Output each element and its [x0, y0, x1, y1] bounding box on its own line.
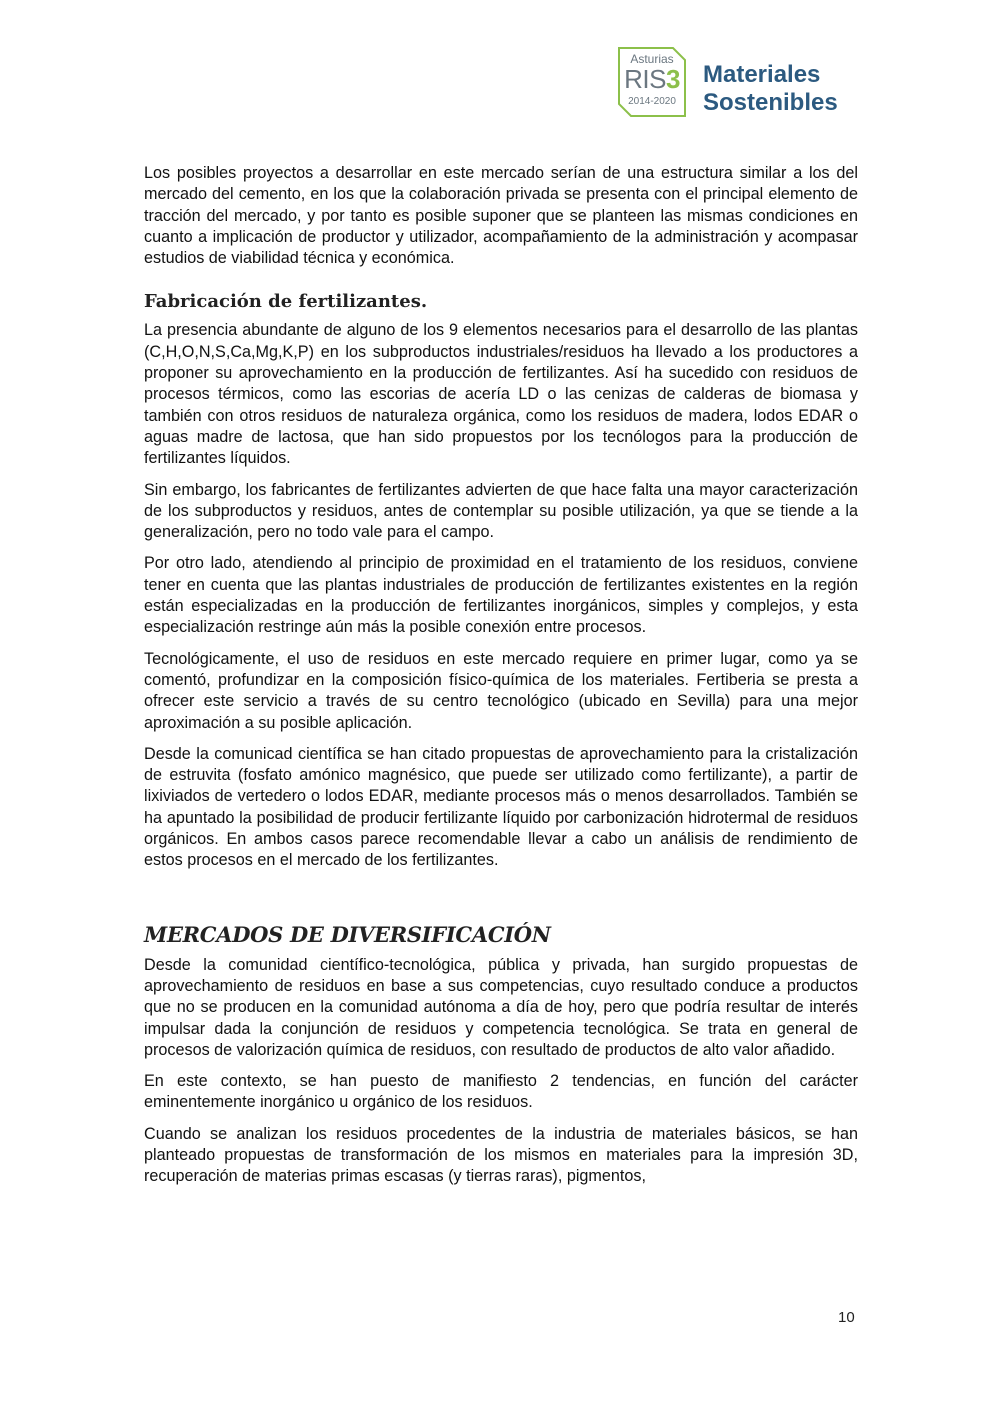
badge-region: Asturias	[630, 52, 674, 66]
ris3-badge-logo	[617, 46, 687, 118]
diversificacion-paragraph-3: Cuando se analizan los residuos procedentes de la industria de materiales básicos, se han planteado propuestas de transformación de los mismos en materiales para la impresión 3D, recuperación de materias primas escasas (y tierras raras), pigmentos,	[144, 1124, 858, 1186]
header-logo	[617, 46, 862, 120]
diversificacion-heading: MERCADOS DE DIVERSIFICACIÓN	[144, 921, 551, 947]
header-title-line1: Materiales	[703, 61, 821, 88]
document-body	[144, 163, 858, 1198]
badge-ris3	[617, 64, 687, 94]
fertilizantes-paragraph-3: Por otro lado, atendiendo al principio de proximidad en el tratamiento de los residuos, conviene tener en cuenta que las plantas industriales de producción de fertilizantes existentes en la región están especializadas en la producción de fertilizantes inorgánicos, simples y complejos, y esta especialización restringe aún más la posible conexión entre procesos.	[144, 554, 858, 637]
badge-three-text: 3	[665, 64, 680, 94]
diversificacion-paragraph-1: Desde la comunidad científico-tecnológica, pública y privada, han surgido propuestas de aprovechamiento de residuos en base a sus competencias, cuyo resultado conduce a productos que no se producen en la comunidad autónoma a día de hoy, pero que podría resultar de interés impulsar dada la conjunción de residuos y competencia tecnológica. Se trata en general de procesos de valorización química de residuos, con resultado de productos de alto valor añadido.	[144, 955, 858, 1059]
fertilizantes-paragraph-2: Sin embargo, los fabricantes de fertilizantes advierten de que hace falta una mayor caracterización de los subproductos y residuos, antes de contemplar su posible utilización, ya que se tiende a la generalización, pero no todo vale para el campo.	[144, 480, 858, 542]
intro-paragraph: Los posibles proyectos a desarrollar en este mercado serían de una estructura similar a los del mercado del cemento, en los que la colaboración privada se presenta con el principal elemento de tracción del mercado, y por tanto es posible suponer que se planteen las mismas condiciones en cuanto a implicación de productor y utilizador, acompañamiento de la administración y acompasar estudios de viabilidad técnica y económica.	[144, 164, 858, 268]
diversificacion-paragraph-2: En este contexto, se han puesto de manifiesto 2 tendencias, en función del carácter eminentemente inorgánico u orgánico de los residuos.	[144, 1072, 858, 1112]
header-title-line2: Sostenibles	[703, 89, 838, 116]
fertilizantes-paragraph-4: Tecnológicamente, el uso de residuos en este mercado requiere en primer lugar, como ya se comentó, profundizar en la composición físico-química de los materiales. Fertiberia se presta a ofrecer este servicio a través de su centro tecnológico (ubicado en Sevilla) para una mejor aproximación a su posible aplicación.	[144, 649, 858, 732]
header-title	[703, 61, 838, 117]
fertilizantes-heading: Fabricación de fertilizantes.	[144, 291, 428, 313]
badge-ris-text: RIS	[624, 64, 666, 94]
fertilizantes-paragraph-5: Desde la comunicad científica se han citado propuestas de aprovechamiento para la cristalización de estruvita (fosfato amónico magnésico, que puede ser utilizado como fertilizante), a partir de lixiviados de vertedero o lodos EDAR, mediante procesos más o menos desarrollados. También se ha apuntado la posibilidad de producir fertilizante líquido por carbonización hidrotermal de residuos orgánicos. En ambos casos parece recomendable llevar a cabo un análisis de rendimiento de estos procesos en el mercado de los fertilizantes.	[144, 744, 858, 870]
page-number: 10	[838, 1309, 855, 1326]
badge-years: 2014-2020	[628, 96, 676, 107]
fertilizantes-paragraph-1: La presencia abundante de alguno de los 9 elementos necesarios para el desarrollo de las plantas (C,H,O,N,S,Ca,Mg,K,P) en los subproductos industriales/residuos ha llevado a los productores a proponer su aprovechamiento en la producción de fertilizantes. Así ha sucedido con residuos de procesos térmicos, como las escorias de acería LD o las cenizas de calderas de biomasa y también con otros residuos de naturaleza orgánica, como los residuos de madera, lodos EDAR o aguas madre de lactosa, que han sido propuestos por los tecnólogos para la producción de fertilizantes líquidos.	[144, 321, 858, 468]
